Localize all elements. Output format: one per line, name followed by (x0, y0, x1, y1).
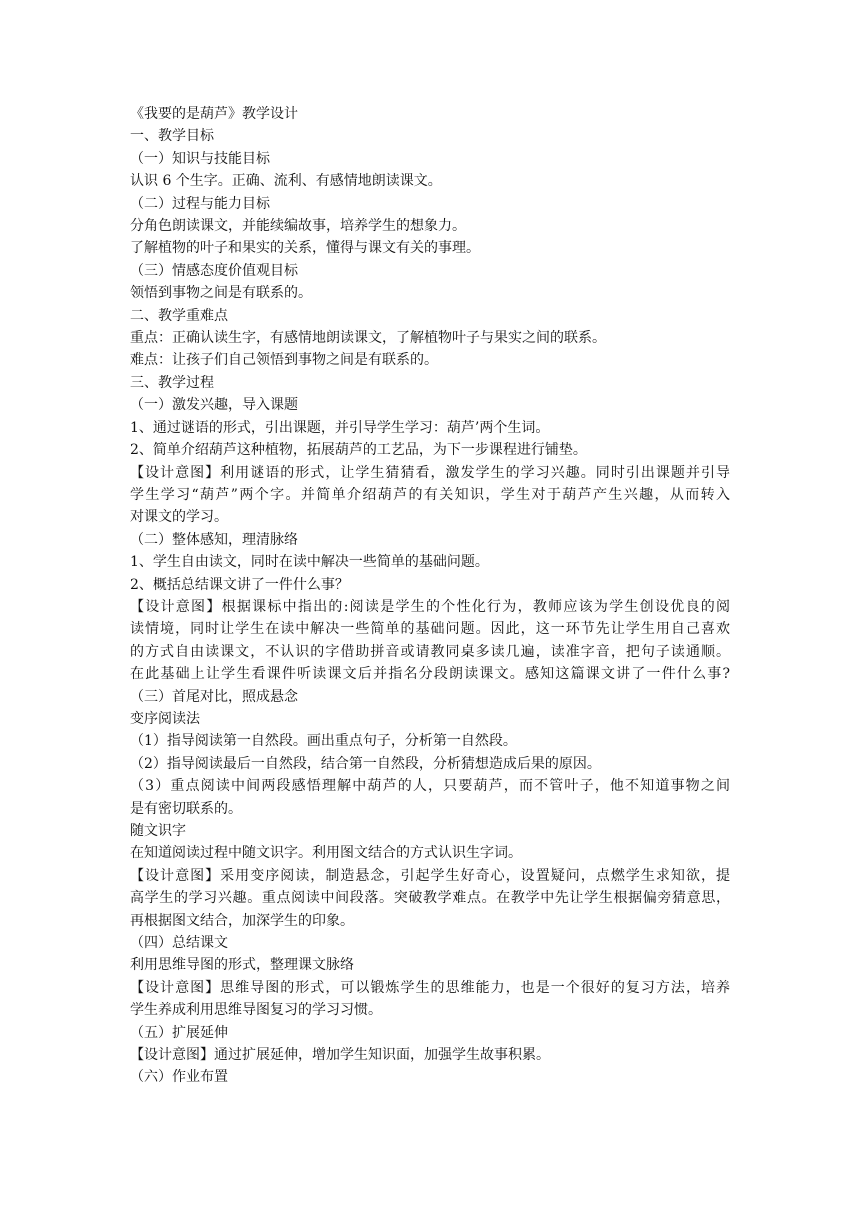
text-line: （四）总结课文 (130, 935, 228, 952)
text-line: 领悟到事物之间是有联系的。 (130, 285, 312, 302)
text-line: 在此基础上让学生看课件听读课文后并指名分段朗读课文。感知这篇课文讲了一件什么事? (130, 666, 730, 683)
text-line: （二）整体感知，理清脉络 (130, 531, 298, 548)
text-line: 是有密切联系的。 (130, 800, 242, 817)
text-line: 重点：正确认读生字，有感情地朗读课文，了解植物叶子与果实之间的联系。 (130, 330, 606, 347)
text-line: （六）作业布置 (130, 1069, 228, 1086)
document-page (130, 103, 730, 1089)
text-line: （二）过程与能力目标 (130, 195, 270, 212)
text-line: 了解植物的叶子和果实的关系，懂得与课文有关的事理。 (130, 240, 480, 257)
text-line: 二、教学重难点 (130, 307, 228, 324)
text-line: 分角色朗读课文，并能续编故事，培养学生的想象力。 (130, 218, 466, 235)
text-line: 读情境，同时让学生在读中解决一些简单的基础问题。因此，这一环节先让学生用自己喜欢 (130, 621, 730, 638)
text-line: （1）指导阅读第一自然段。画出重点句子，分析第一自然段。 (130, 733, 517, 750)
text-line: （3）重点阅读中间两段感悟理解中葫芦的人，只要葫芦，而不管叶子，他不知道事物之间 (130, 778, 730, 795)
text-line: 1、学生自由读文，同时在读中解决一些简单的基础问题。 (130, 554, 489, 571)
text-line: 变序阅读法 (130, 710, 200, 727)
text-line: 2、简单介绍葫芦这种植物，拓展葫芦的工艺品，为下一步课程进行铺垫。 (130, 442, 587, 459)
text-line: 学生养成利用思维导图复习的学习习惯。 (130, 1002, 382, 1019)
text-line: 再根据图文结合，加深学生的印象。 (130, 912, 354, 929)
text-line: 利用思维导图的形式，整理课文脉络 (130, 957, 354, 974)
text-line: 1、通过谜语的形式，引出课题，并引导学生学习：葫芦’两个生词。 (130, 419, 550, 436)
text-line: 【设计意图】思维导图的形式，可以锻炼学生的思维能力，也是一个很好的复习方法，培养 (130, 979, 730, 996)
text-line: （三）情感态度价值观目标 (130, 262, 298, 279)
text-line: 【设计意图】利用谜语的形式，让学生猜猜看，激发学生的学习兴趣。同时引出课题并引导 (130, 464, 730, 481)
text-line: 认识 6 个生字。正确、流利、有感情地朗读课文。 (130, 173, 442, 190)
text-line: （2）指导阅读最后一自然段，结合第一自然段，分析猜想造成后果的原因。 (130, 755, 601, 772)
text-line: 随文识字 (130, 823, 186, 839)
text-line: 【设计意图】采用变序阅读，制造悬念，引起学生好奇心，设置疑问，点燃学生求知欲，提 (130, 867, 730, 884)
text-line: 的方式自由读课文，不认识的字借助拼音或请教同桌多读几遍，读准字音，把句子读通顺。 (130, 643, 730, 660)
document-title: 《我要的是葫芦》教学设计 (130, 106, 298, 122)
text-line: 在知道阅读过程中随文识字。利用图文结合的方式认识生字词。 (130, 845, 522, 862)
text-line: （一）知识与技能目标 (130, 150, 270, 167)
text-line: 【设计意图】根据课标中指出的:阅读是学生的个性化行为，教师应该为学生创设优良的阅 (130, 598, 730, 615)
text-line: 三、教学过程 (130, 374, 214, 391)
text-line: 一、教学目标 (130, 128, 214, 145)
text-line: （三）首尾对比，照成悬念 (130, 688, 298, 705)
text-line: 对课文的学习。 (130, 509, 228, 526)
text-line: 难点：让孩子们自己领悟到事物之间是有联系的。 (130, 352, 438, 369)
text-line: 高学生的学习兴趣。重点阅读中间段落。突破教学难点。在教学中先让学生根据偏旁猜意思， (130, 890, 730, 907)
text-line: 2、概括总结课文讲了一件什么事？ (130, 576, 349, 593)
text-line: 学生学习“葫芦”两个字。并简单介绍葫芦的有关知识，学生对于葫芦产生兴趣，从而转入 (130, 486, 730, 503)
text-line: （一）激发兴趣，导入课题 (130, 397, 298, 414)
text-line: （五）扩展延伸 (130, 1024, 228, 1041)
text-line: 【设计意图】通过扩展延伸，增加学生知识面，加强学生故事积累。 (130, 1047, 550, 1064)
